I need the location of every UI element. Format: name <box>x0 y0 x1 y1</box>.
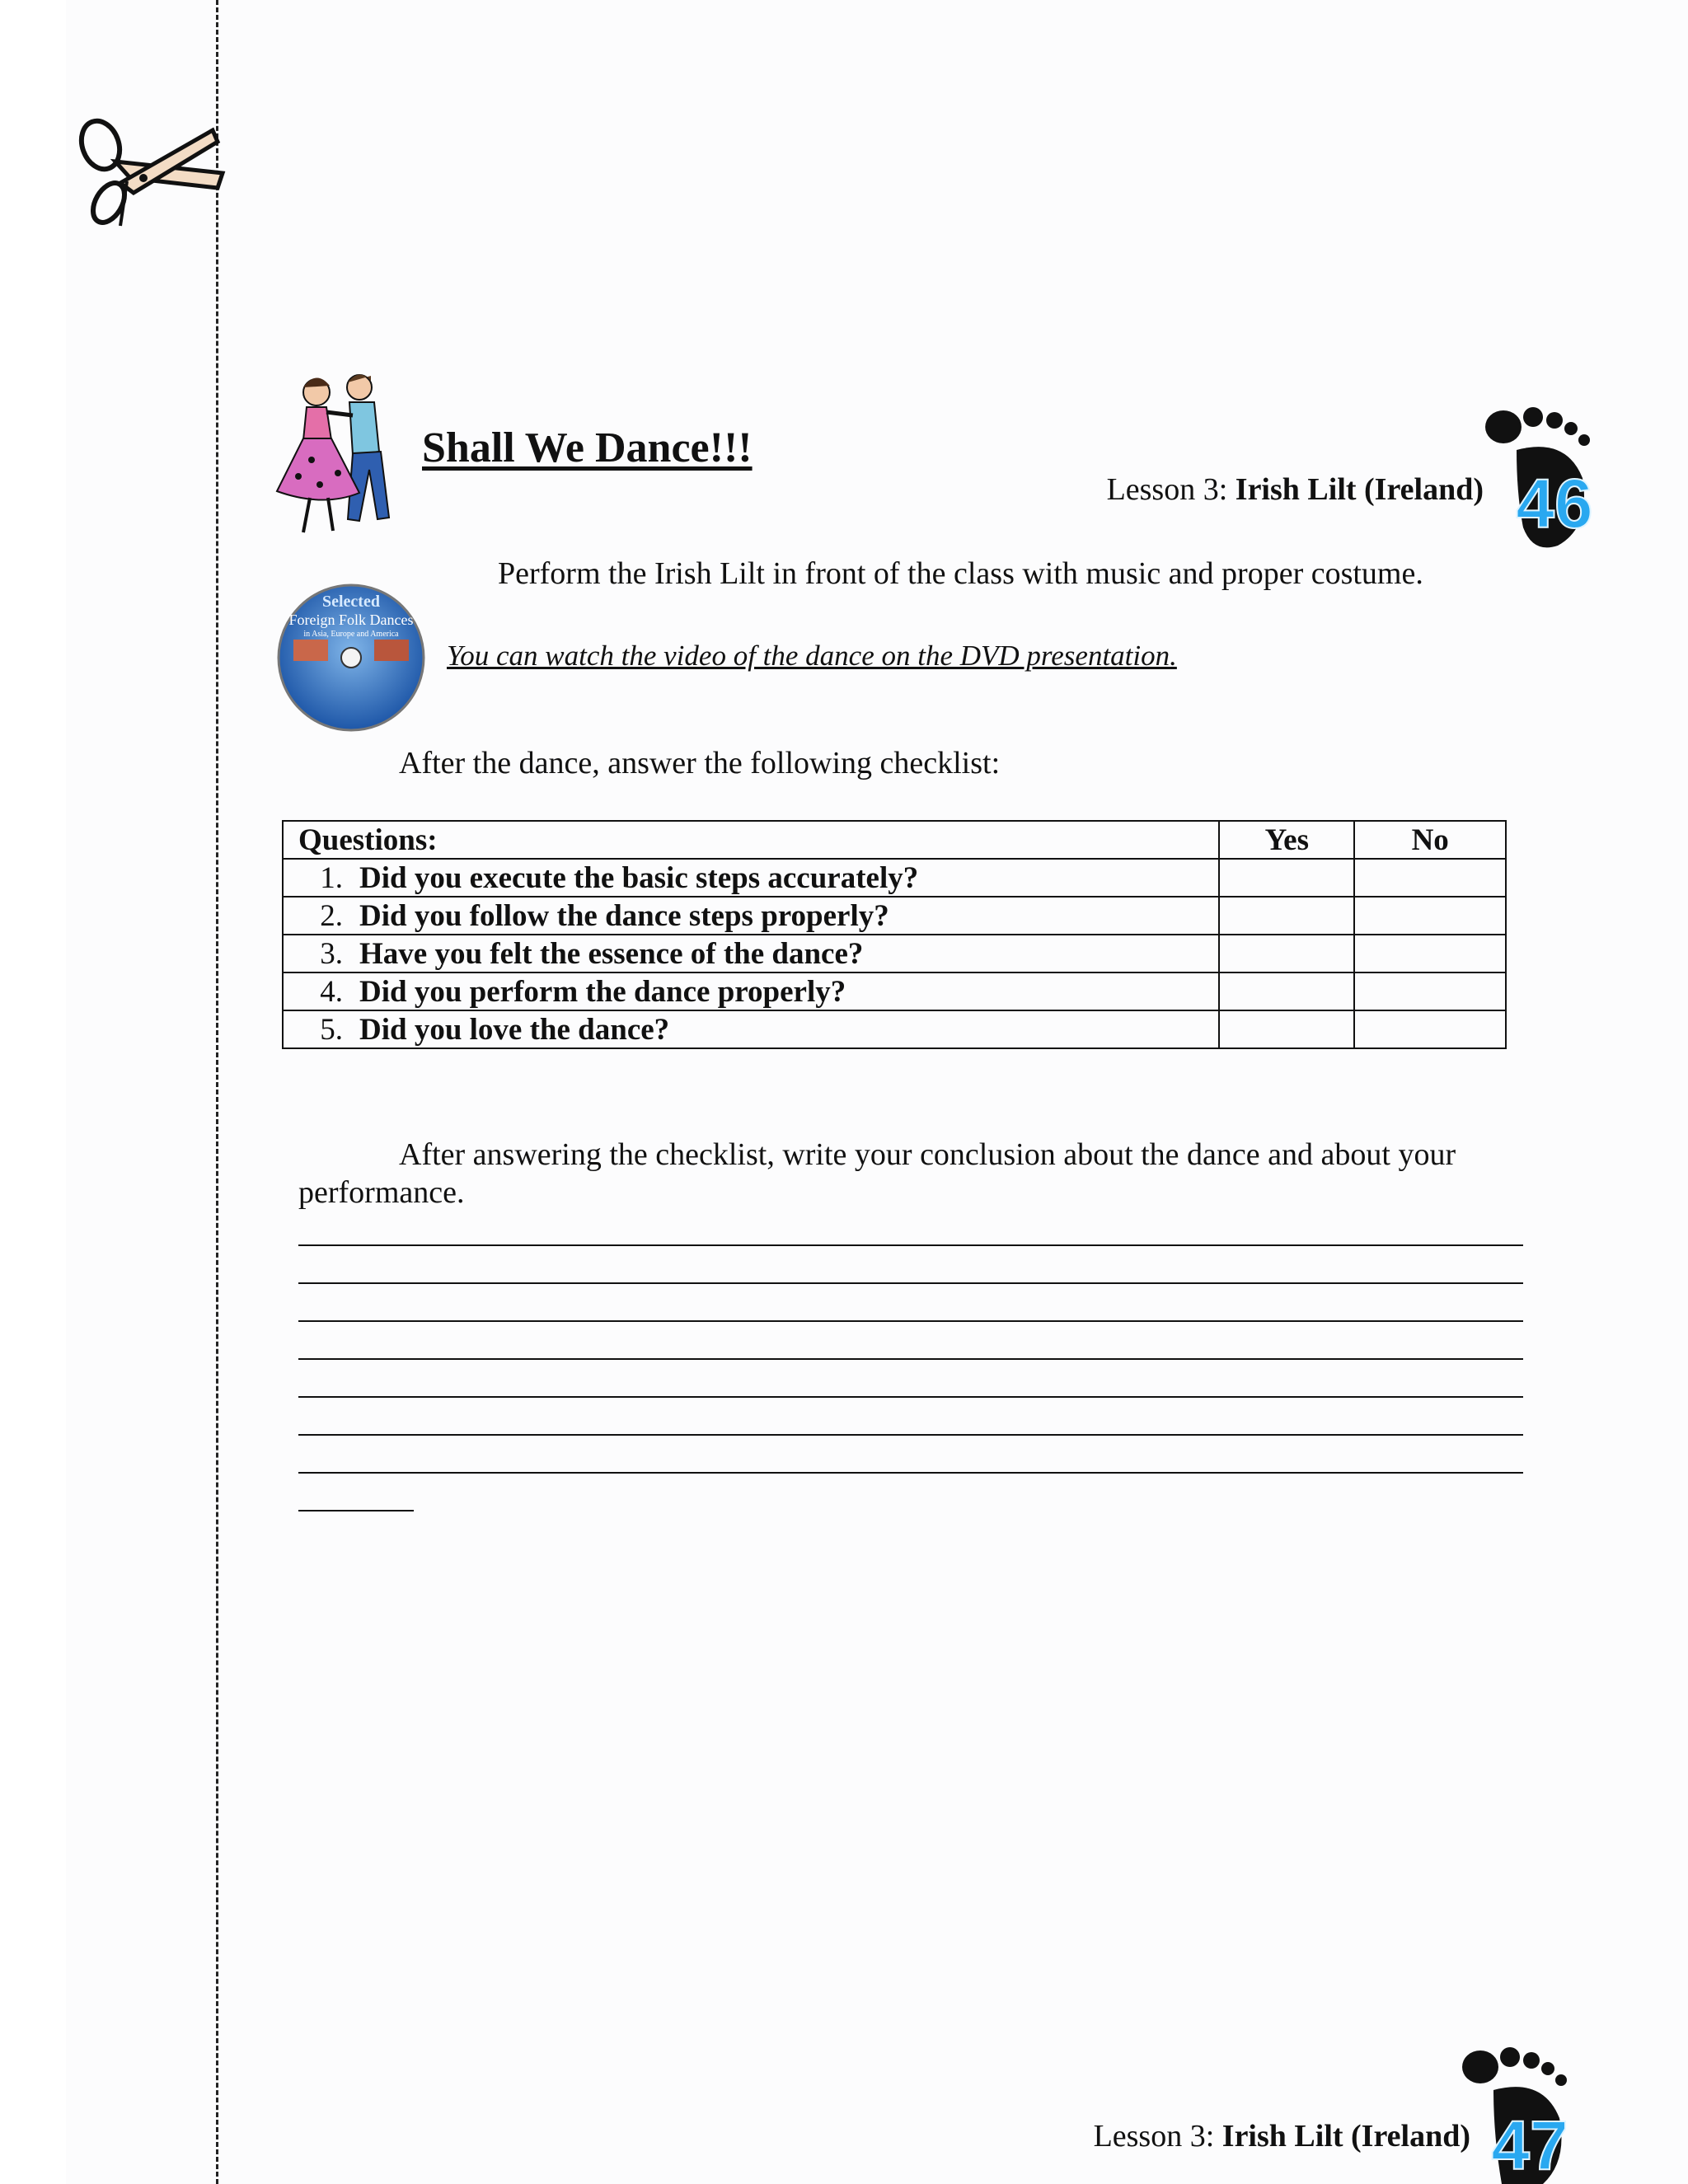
checklist-header-row <box>283 821 1506 859</box>
question-cell <box>283 972 1219 1010</box>
checklist-row <box>283 897 1506 935</box>
answer-line[interactable] <box>298 1510 414 1511</box>
answer-line[interactable] <box>298 1358 1523 1360</box>
cut-guide-dashed-line <box>216 0 218 2184</box>
lesson-prefix: Lesson 3: <box>1106 472 1236 507</box>
answer-line[interactable] <box>298 1244 1523 1246</box>
checklist-row <box>283 972 1506 1010</box>
header-no: No <box>1354 821 1506 859</box>
answer-line[interactable] <box>298 1320 1523 1322</box>
question-number: 3. <box>320 936 343 971</box>
dvd-label-3: in Asia, Europe and America <box>303 630 399 639</box>
dvd-note: You can watch the video of the dance on the DVD presentation. <box>447 640 1177 672</box>
question-text: Did you follow the dance steps properly? <box>359 898 889 933</box>
yes-checkbox-cell[interactable] <box>1219 972 1354 1010</box>
yes-checkbox-cell[interactable] <box>1219 1010 1354 1048</box>
question-text: Did you execute the basic steps accurately? <box>359 860 919 895</box>
lesson-name: Irish Lilt (Ireland) <box>1221 2119 1470 2154</box>
lesson-prefix: Lesson 3: <box>1093 2119 1222 2154</box>
dancing-couple-illustration <box>274 369 396 542</box>
instruction-text: Perform the Irish Lilt in front of the class with music and proper costume. <box>498 556 1423 591</box>
yes-checkbox-cell[interactable] <box>1219 935 1354 972</box>
answer-line[interactable] <box>298 1282 1523 1284</box>
header-yes: Yes <box>1219 821 1354 859</box>
header-questions: Questions: <box>283 821 1219 859</box>
checklist-row <box>283 859 1506 897</box>
question-text: Did you perform the dance properly? <box>359 974 846 1009</box>
no-checkbox-cell[interactable] <box>1354 935 1506 972</box>
question-cell <box>283 859 1219 897</box>
question-text: Did you love the dance? <box>359 1012 670 1047</box>
dvd-label-2: Foreign Folk Dances <box>288 612 414 628</box>
question-cell <box>283 935 1219 972</box>
conclusion-prompt: After answering the checklist, write your conclusion about the dance and about your performance. <box>298 1137 1456 1210</box>
lesson-footer <box>1094 2118 1470 2154</box>
no-checkbox-cell[interactable] <box>1354 897 1506 935</box>
question-text: Have you felt the essence of the dance? <box>359 936 864 971</box>
yes-checkbox-cell[interactable] <box>1219 859 1354 897</box>
page-title: Shall We Dance!!! <box>422 424 753 471</box>
no-checkbox-cell[interactable] <box>1354 859 1506 897</box>
checklist-row <box>283 935 1506 972</box>
page-background <box>66 0 1688 2184</box>
dvd-icon <box>275 582 427 733</box>
page-number-bottom: 47 <box>1491 2107 1568 2184</box>
lesson-header-top <box>1107 471 1484 508</box>
question-number: 5. <box>320 1012 343 1047</box>
question-cell <box>283 1010 1219 1048</box>
scissors-icon <box>73 114 234 237</box>
question-number: 1. <box>320 860 343 895</box>
question-number: 4. <box>320 974 343 1009</box>
question-cell <box>283 897 1219 935</box>
lesson-name: Irish Lilt (Ireland) <box>1235 472 1484 507</box>
footprint-page-number-icon <box>1484 404 1615 552</box>
no-checkbox-cell[interactable] <box>1354 1010 1506 1048</box>
dvd-label-1: Selected <box>322 593 380 611</box>
page-number-top: 46 <box>1516 465 1593 542</box>
answer-line[interactable] <box>298 1434 1523 1436</box>
question-number: 2. <box>320 898 343 933</box>
yes-checkbox-cell[interactable] <box>1219 897 1354 935</box>
answer-line[interactable] <box>298 1396 1523 1398</box>
no-checkbox-cell[interactable] <box>1354 972 1506 1010</box>
answer-line[interactable] <box>298 1472 1523 1474</box>
checklist-intro: After the dance, answer the following checklist: <box>399 746 1001 780</box>
checklist-table <box>282 820 1507 1049</box>
footprint-page-number-icon <box>1461 2046 1592 2184</box>
checklist-row <box>283 1010 1506 1048</box>
